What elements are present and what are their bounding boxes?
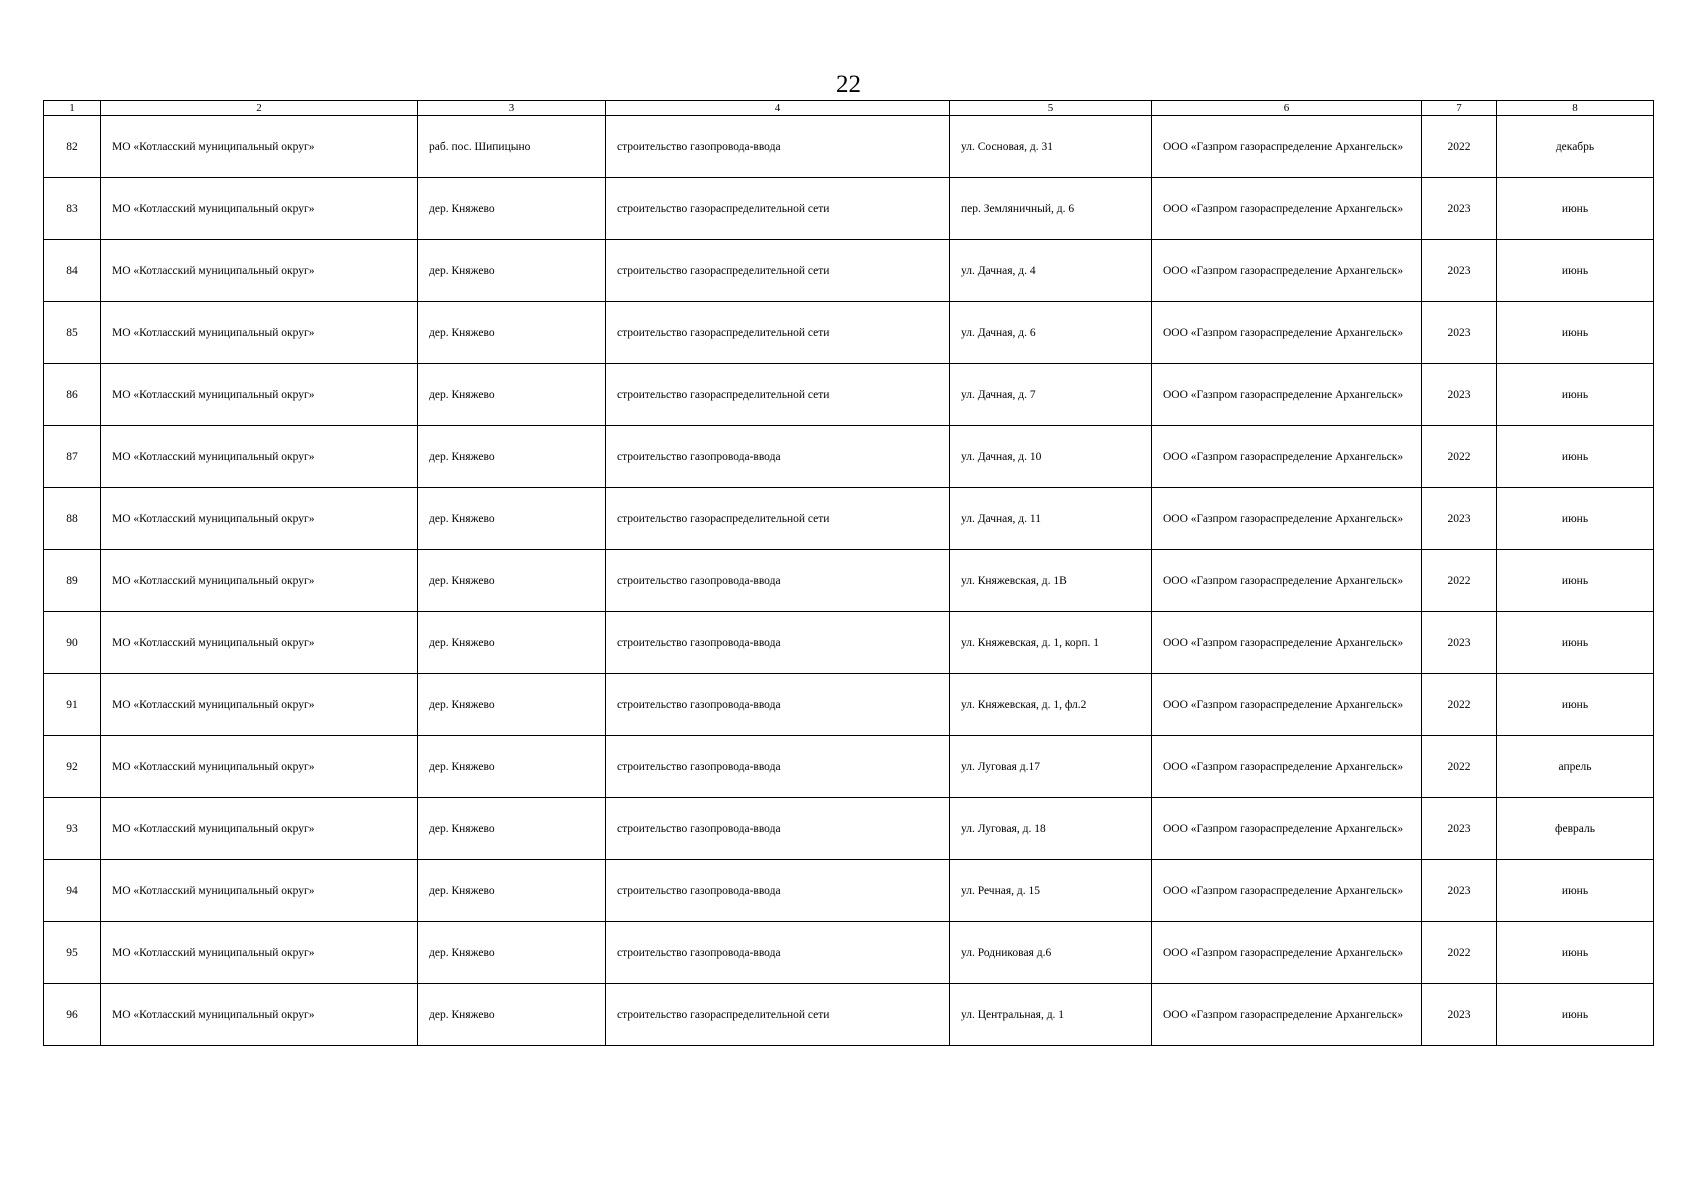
row-number-cell: 82	[44, 116, 101, 178]
organization-cell: ООО «Газпром газораспределение Архангельск»	[1152, 488, 1422, 550]
month-cell: декабрь	[1497, 116, 1654, 178]
year-cell: 2022	[1422, 116, 1497, 178]
municipality-cell: МО «Котласский муниципальный округ»	[101, 364, 418, 426]
organization-cell: ООО «Газпром газораспределение Архангельск»	[1152, 116, 1422, 178]
year-cell: 2023	[1422, 798, 1497, 860]
year-cell: 2023	[1422, 364, 1497, 426]
settlement-cell: дер. Княжево	[418, 302, 606, 364]
row-number-cell: 89	[44, 550, 101, 612]
year-cell: 2022	[1422, 426, 1497, 488]
municipality-cell: МО «Котласский муниципальный округ»	[101, 488, 418, 550]
work-type-cell: строительство газораспределительной сети	[606, 240, 950, 302]
month-cell: июнь	[1497, 674, 1654, 736]
work-type-cell: строительство газопровода-ввода	[606, 426, 950, 488]
settlement-cell: дер. Княжево	[418, 674, 606, 736]
table-row	[44, 798, 1654, 860]
settlement-cell: дер. Княжево	[418, 922, 606, 984]
row-number-cell: 96	[44, 984, 101, 1046]
work-type-cell: строительство газопровода-ввода	[606, 860, 950, 922]
row-number-cell: 86	[44, 364, 101, 426]
municipality-cell: МО «Котласский муниципальный округ»	[101, 550, 418, 612]
organization-cell: ООО «Газпром газораспределение Архангельск»	[1152, 302, 1422, 364]
column-header: 2	[101, 101, 418, 116]
organization-cell: ООО «Газпром газораспределение Архангельск»	[1152, 922, 1422, 984]
work-type-cell: строительство газораспределительной сети	[606, 488, 950, 550]
settlement-cell: дер. Княжево	[418, 798, 606, 860]
table-header-row	[44, 101, 1654, 116]
row-number-cell: 92	[44, 736, 101, 798]
month-cell: июнь	[1497, 922, 1654, 984]
settlement-cell: дер. Княжево	[418, 984, 606, 1046]
year-cell: 2023	[1422, 302, 1497, 364]
table-row	[44, 178, 1654, 240]
municipality-cell: МО «Котласский муниципальный округ»	[101, 984, 418, 1046]
address-cell: ул. Сосновая, д. 31	[950, 116, 1152, 178]
address-cell: ул. Центральная, д. 1	[950, 984, 1152, 1046]
year-cell: 2023	[1422, 612, 1497, 674]
table-row	[44, 922, 1654, 984]
settlement-cell: дер. Княжево	[418, 364, 606, 426]
address-cell: ул. Дачная, д. 4	[950, 240, 1152, 302]
work-type-cell: строительство газораспределительной сети	[606, 178, 950, 240]
municipality-cell: МО «Котласский муниципальный округ»	[101, 302, 418, 364]
page-number: 22	[836, 71, 861, 98]
year-cell: 2023	[1422, 860, 1497, 922]
address-cell: ул. Княжевская, д. 1, корп. 1	[950, 612, 1152, 674]
month-cell: июнь	[1497, 984, 1654, 1046]
work-type-cell: строительство газопровода-ввода	[606, 736, 950, 798]
work-type-cell: строительство газопровода-ввода	[606, 612, 950, 674]
work-type-cell: строительство газораспределительной сети	[606, 302, 950, 364]
municipality-cell: МО «Котласский муниципальный округ»	[101, 240, 418, 302]
column-header: 8	[1497, 101, 1654, 116]
year-cell: 2022	[1422, 922, 1497, 984]
address-cell: пер. Земляничный, д. 6	[950, 178, 1152, 240]
table-row	[44, 984, 1654, 1046]
table-row	[44, 302, 1654, 364]
address-cell: ул. Дачная, д. 10	[950, 426, 1152, 488]
table-row	[44, 488, 1654, 550]
municipality-cell: МО «Котласский муниципальный округ»	[101, 922, 418, 984]
settlement-cell: дер. Княжево	[418, 612, 606, 674]
organization-cell: ООО «Газпром газораспределение Архангельск»	[1152, 364, 1422, 426]
row-number-cell: 83	[44, 178, 101, 240]
municipality-cell: МО «Котласский муниципальный округ»	[101, 612, 418, 674]
month-cell: июнь	[1497, 860, 1654, 922]
municipality-cell: МО «Котласский муниципальный округ»	[101, 178, 418, 240]
address-cell: ул. Родниковая д.6	[950, 922, 1152, 984]
row-number-cell: 95	[44, 922, 101, 984]
month-cell: июнь	[1497, 488, 1654, 550]
column-header: 7	[1422, 101, 1497, 116]
work-type-cell: строительство газопровода-ввода	[606, 674, 950, 736]
month-cell: июнь	[1497, 364, 1654, 426]
municipality-cell: МО «Котласский муниципальный округ»	[101, 674, 418, 736]
table-body	[44, 101, 1654, 1046]
organization-cell: ООО «Газпром газораспределение Архангельск»	[1152, 240, 1422, 302]
settlement-cell: дер. Княжево	[418, 550, 606, 612]
municipality-cell: МО «Котласский муниципальный округ»	[101, 798, 418, 860]
organization-cell: ООО «Газпром газораспределение Архангельск»	[1152, 798, 1422, 860]
municipality-cell: МО «Котласский муниципальный округ»	[101, 736, 418, 798]
year-cell: 2023	[1422, 240, 1497, 302]
address-cell: ул. Дачная, д. 11	[950, 488, 1152, 550]
row-number-cell: 90	[44, 612, 101, 674]
address-cell: ул. Дачная, д. 6	[950, 302, 1152, 364]
row-number-cell: 93	[44, 798, 101, 860]
municipality-cell: МО «Котласский муниципальный округ»	[101, 116, 418, 178]
column-header: 3	[418, 101, 606, 116]
year-cell: 2023	[1422, 178, 1497, 240]
work-type-cell: строительство газораспределительной сети	[606, 984, 950, 1046]
organization-cell: ООО «Газпром газораспределение Архангельск»	[1152, 674, 1422, 736]
year-cell: 2022	[1422, 736, 1497, 798]
row-number-cell: 87	[44, 426, 101, 488]
work-type-cell: строительство газораспределительной сети	[606, 364, 950, 426]
settlement-cell: дер. Княжево	[418, 860, 606, 922]
table-row	[44, 612, 1654, 674]
table-row	[44, 550, 1654, 612]
organization-cell: ООО «Газпром газораспределение Архангельск»	[1152, 736, 1422, 798]
row-number-cell: 94	[44, 860, 101, 922]
month-cell: июнь	[1497, 178, 1654, 240]
settlement-cell: раб. пос. Шипицыно	[418, 116, 606, 178]
column-header: 6	[1152, 101, 1422, 116]
address-cell: ул. Речная, д. 15	[950, 860, 1152, 922]
organization-cell: ООО «Газпром газораспределение Архангельск»	[1152, 612, 1422, 674]
month-cell: июнь	[1497, 240, 1654, 302]
column-header: 1	[44, 101, 101, 116]
table-row	[44, 674, 1654, 736]
column-header: 4	[606, 101, 950, 116]
month-cell: апрель	[1497, 736, 1654, 798]
settlement-cell: дер. Княжево	[418, 736, 606, 798]
work-type-cell: строительство газопровода-ввода	[606, 922, 950, 984]
row-number-cell: 88	[44, 488, 101, 550]
address-cell: ул. Княжевская, д. 1, фл.2	[950, 674, 1152, 736]
work-type-cell: строительство газопровода-ввода	[606, 550, 950, 612]
work-type-cell: строительство газопровода-ввода	[606, 116, 950, 178]
month-cell: февраль	[1497, 798, 1654, 860]
address-cell: ул. Луговая, д. 18	[950, 798, 1152, 860]
table-row	[44, 116, 1654, 178]
row-number-cell: 85	[44, 302, 101, 364]
settlement-cell: дер. Княжево	[418, 240, 606, 302]
month-cell: июнь	[1497, 302, 1654, 364]
settlement-cell: дер. Княжево	[418, 488, 606, 550]
settlement-cell: дер. Княжево	[418, 178, 606, 240]
table-row	[44, 240, 1654, 302]
organization-cell: ООО «Газпром газораспределение Архангельск»	[1152, 550, 1422, 612]
table-row	[44, 426, 1654, 488]
year-cell: 2022	[1422, 550, 1497, 612]
year-cell: 2022	[1422, 674, 1497, 736]
organization-cell: ООО «Газпром газораспределение Архангельск»	[1152, 860, 1422, 922]
address-cell: ул. Луговая д.17	[950, 736, 1152, 798]
table-row	[44, 364, 1654, 426]
month-cell: июнь	[1497, 426, 1654, 488]
organization-cell: ООО «Газпром газораспределение Архангельск»	[1152, 984, 1422, 1046]
row-number-cell: 84	[44, 240, 101, 302]
settlement-cell: дер. Княжево	[418, 426, 606, 488]
month-cell: июнь	[1497, 612, 1654, 674]
address-cell: ул. Дачная, д. 7	[950, 364, 1152, 426]
work-type-cell: строительство газопровода-ввода	[606, 798, 950, 860]
table-row	[44, 860, 1654, 922]
column-header: 5	[950, 101, 1152, 116]
year-cell: 2023	[1422, 488, 1497, 550]
table-row	[44, 736, 1654, 798]
row-number-cell: 91	[44, 674, 101, 736]
municipality-cell: МО «Котласский муниципальный округ»	[101, 426, 418, 488]
municipality-cell: МО «Котласский муниципальный округ»	[101, 860, 418, 922]
month-cell: июнь	[1497, 550, 1654, 612]
year-cell: 2023	[1422, 984, 1497, 1046]
address-cell: ул. Княжевская, д. 1В	[950, 550, 1152, 612]
organization-cell: ООО «Газпром газораспределение Архангельск»	[1152, 178, 1422, 240]
organization-cell: ООО «Газпром газораспределение Архангельск»	[1152, 426, 1422, 488]
data-table	[43, 100, 1654, 1046]
